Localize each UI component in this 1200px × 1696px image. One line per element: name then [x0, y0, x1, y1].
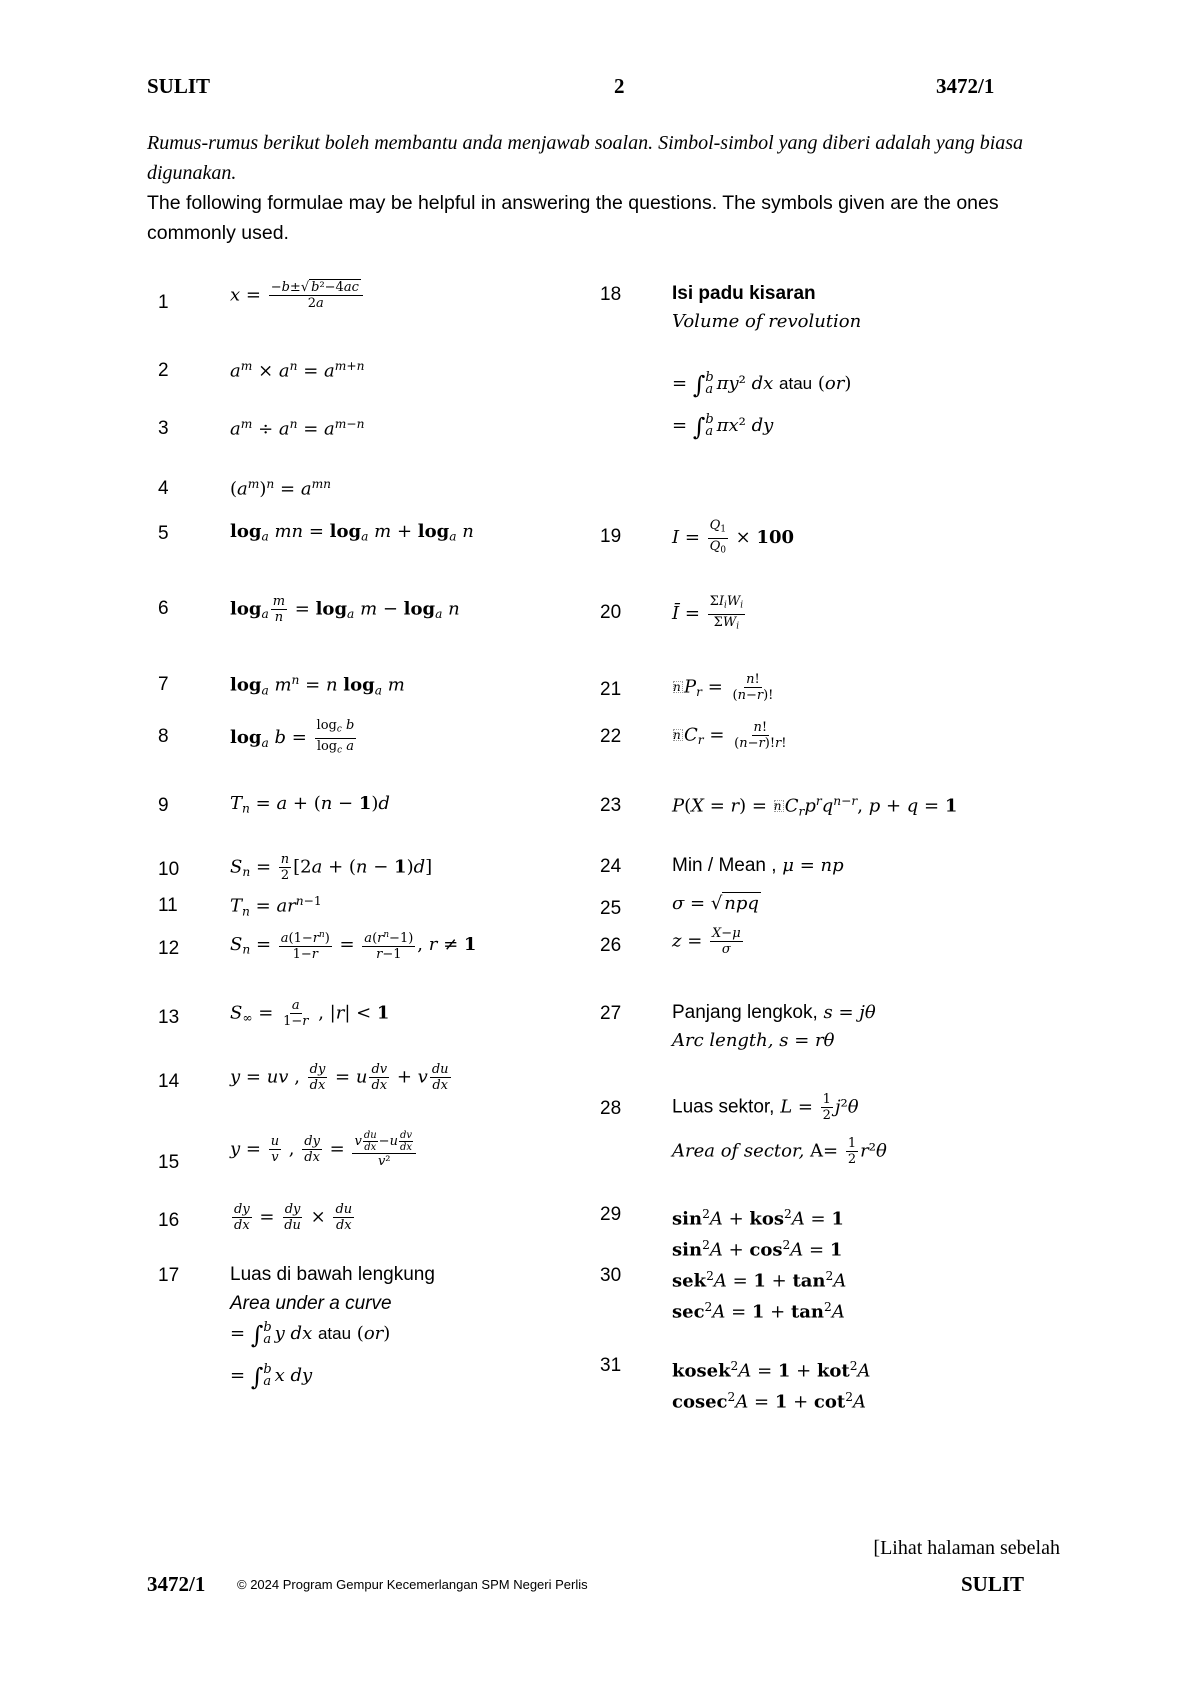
formula-composite-index: Ī = $\frac{\Sigma I_iW_i}{\Sigma W_i}$ — [672, 594, 744, 632]
formula-mean: Min / Mean , μ = np — [672, 855, 844, 876]
formula-sec-ms: $sek^2A = 1 + \tan^2A$ — [672, 1269, 847, 1292]
formula-number: 5 — [158, 523, 169, 544]
formula-product-rule: y = uv , $\frac{dy}{dx}$ = u $\frac{dv}{dx}$ + v $\frac{du}{dx}$ — [230, 1062, 449, 1093]
intro-text — [147, 128, 1047, 248]
formula-sector-area-ms: Luas sektor, L = $\frac{1}{2}$ j²θ — [672, 1092, 859, 1123]
formula-number: 16 — [158, 1210, 180, 1231]
formula-number: 2 — [158, 360, 169, 381]
formula-cosec-ms: kosek$^2$A = 1 + kot$^2$A — [672, 1359, 871, 1382]
formula-z-score: z = $\frac{X-\mu}{\sigma}$ — [672, 926, 741, 957]
formula-change-base: $\log_a b$ = $\frac{\log_c b}{\log_c a}$ — [230, 718, 355, 756]
formula-number: 19 — [600, 526, 622, 547]
formula-volume-label — [672, 284, 816, 303]
formula-pythag-en: $\sin^2A + \cos^2A = 1$ — [672, 1238, 843, 1261]
formula-log-quotient: $\log_a$ $\frac{m}{n}$ = $\log_a m - \log_a n$ — [230, 594, 460, 625]
formula-log-power: $\log_a m^n = n$ $\log_a m$ — [230, 673, 405, 698]
formula-pythag-ms: $\sin^2A + kos^2A = 1$ — [672, 1207, 844, 1230]
formula-number: 3 — [158, 418, 169, 439]
formula-number: 13 — [158, 1007, 180, 1028]
formula-arc-length-en: Arc length, s = rθ — [672, 1030, 835, 1051]
formula-number: 15 — [158, 1152, 180, 1173]
formula-gp-sum: $S_n$ = $\frac{a(1-r^n)}{1-r}$ = $\frac{a(r^n-1)}{r-1}$ , r ≠ 1 — [230, 930, 477, 962]
formula-sec-en: $\sec^2A = 1 + \tan^2A$ — [672, 1300, 845, 1323]
formula-volume-label-en — [672, 313, 861, 331]
formula-number: 24 — [600, 856, 622, 877]
formula-number: 9 — [158, 795, 169, 816]
formula-volume-y: = ∫ b a πy² dx atau (or) — [672, 370, 852, 399]
formula-gp-infinity: $S_\infty$ = $\frac{a}{1-r}$ , |r| < 1 — [230, 998, 390, 1029]
page-number: 2 — [614, 74, 625, 98]
formula-number: 26 — [600, 935, 622, 956]
formula-chain-rule: $\frac{dy}{dx}$ = $\frac{dy}{du}$ × $\frac{du}{dx}$ — [234, 1202, 353, 1233]
volume-label-malay: Isi padu kisaran — [672, 283, 816, 304]
formula-number: 18 — [600, 284, 622, 305]
formula-binomial: P(X = r) = n $C_rp^rq^{n-r}$, p + q = 1 — [672, 794, 958, 819]
formula-number: 6 — [158, 598, 169, 619]
formula-cosec-en: $cosec^2A = 1 + \cot^2A$ — [672, 1390, 866, 1413]
formula-number: 14 — [158, 1071, 180, 1092]
formula-number: 7 — [158, 674, 169, 695]
formula-sector-area-en: Area of sector, A= $\frac{1}{2}$ r²θ — [672, 1136, 887, 1167]
formula-quadratic: x = $\frac{\text{−b±√ b²−4ac}}{2a}$ — [230, 280, 365, 311]
or-word: or — [363, 1323, 384, 1344]
formula-number: 11 — [158, 895, 178, 916]
formula-index-divide: $a^m \div a^n = a^{m-n}$ — [230, 417, 365, 440]
formula-number: 25 — [600, 898, 622, 919]
formula-area-label-en — [230, 1294, 392, 1313]
formula-area-x: = ∫ b a x dy — [230, 1362, 313, 1391]
formula-number: 20 — [600, 602, 622, 623]
formula-number: 22 — [600, 726, 622, 747]
area-label-english: Area under a curve — [230, 1293, 392, 1314]
formula-number: 29 — [600, 1204, 622, 1225]
or-word: or — [824, 373, 845, 394]
formula-index-multiply: $a^m \times a^n = a^{m+n}$ — [230, 359, 365, 382]
sector-label-malay: Luas sektor, — [672, 1096, 775, 1118]
footer-paper-code: 3472/1 — [147, 1572, 206, 1596]
formula-number: 31 — [600, 1355, 622, 1376]
paper-code: 3472/1 — [936, 74, 995, 98]
footer-sulit: SULIT — [960, 1572, 1024, 1596]
formula-number: 21 — [600, 679, 622, 700]
formula-gp-term: $T_n = ar^{n-1}$ — [230, 894, 322, 919]
formula-std-dev: σ = √ npq — [672, 893, 759, 914]
formula-quotient-rule: y = $\frac{u}{v}$ , $\frac{dy}{dx}$ = v $\frac{du}{dx}$ −u $\frac{dv}{dx}$ v² — [230, 1130, 418, 1169]
formula-number: 23 — [600, 795, 622, 816]
header-sulit: SULIT — [147, 74, 211, 98]
area-label-malay: Luas di bawah lengkung — [230, 1264, 435, 1285]
volume-label-english: Volume of revolution — [672, 311, 862, 332]
arc-label-malay: Panjang lengkok, — [672, 1002, 818, 1023]
formula-number: 28 — [600, 1098, 622, 1119]
sector-label-english: Area of sector, — [672, 1140, 805, 1162]
formula-number: 27 — [600, 1003, 622, 1024]
formula-arc-length-ms: Panjang lengkok, s = jθ — [672, 1002, 876, 1023]
mean-label: Min / Mean , — [672, 855, 777, 876]
formula-index-number: I = $\frac{Q_1}{Q_0}$ × 100 — [672, 518, 795, 556]
next-page-note: [Lihat halaman sebelah — [873, 1537, 1060, 1559]
formula-number: 1 — [158, 292, 169, 313]
formula-index-power: $(a^m)^n = a^{mn}$ — [230, 477, 332, 500]
formula-number: 30 — [600, 1265, 622, 1286]
intro-malay: Rumus-rumus berikut boleh membantu anda menjawab soalan. Simbol-simbol yang diberi adalah yang biasa digunakan. — [147, 132, 1024, 184]
formula-ap-term: $T_n = a + (n - 1)d$ — [230, 793, 390, 816]
formula-combination: n $C_r$ = $\frac{n!}{(n-r)!r!}$ — [673, 720, 787, 751]
formula-number: 12 — [158, 938, 180, 959]
atau-word: atau — [779, 374, 813, 393]
footer-copyright: © 2024 Program Gempur Kecemerlangan SPM Negeri Perlis — [237, 1577, 588, 1592]
formula-area-label — [230, 1265, 435, 1284]
formula-area-y: = ∫ b a y dx atau (or) — [230, 1320, 391, 1349]
formula-volume-x: = ∫ b a πx² dy — [672, 412, 774, 441]
formula-ap-sum: $S_n$ = $\frac{n}{2}$ [2a + (n − 1)d] — [230, 852, 433, 883]
formula-log-product: $\log_a$ mn = $\log_a m + \log_a n$ — [230, 521, 474, 544]
atau-word: atau — [317, 1324, 352, 1343]
arc-label-english: Arc length, — [672, 1030, 774, 1051]
formula-permutation: n $P_r$ = $\frac{n!}{(n-r)!}$ — [673, 672, 774, 703]
intro-english: The following formulae may be helpful in answering the questions. The symbols given are the ones commonly used. — [147, 192, 999, 244]
formula-number: 10 — [158, 859, 180, 880]
formula-number: 17 — [158, 1265, 180, 1286]
formula-number: 8 — [158, 726, 169, 747]
formula-number: 4 — [158, 478, 169, 499]
